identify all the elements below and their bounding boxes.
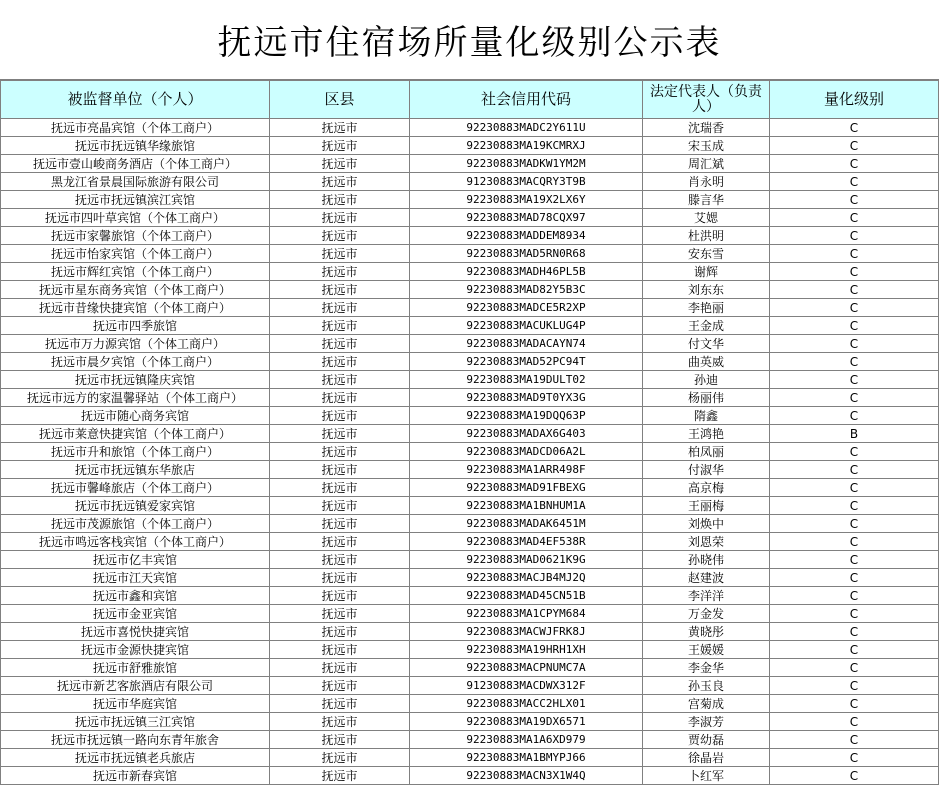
cell-credit-code[interactable]: 92230883MACC2HLX01 bbox=[410, 695, 643, 713]
cell-credit-code[interactable]: 92230883MAD4EF538R bbox=[410, 533, 643, 551]
cell-level[interactable]: C bbox=[770, 173, 939, 191]
cell-unit[interactable]: 抚远市鑫和宾馆 bbox=[1, 587, 270, 605]
cell-credit-code[interactable]: 92230883MADKW1YM2M bbox=[410, 155, 643, 173]
cell-district[interactable]: 抚远市 bbox=[270, 713, 410, 731]
cell-level[interactable]: C bbox=[770, 119, 939, 137]
table-row bbox=[1, 227, 939, 245]
cell-legal-representative[interactable]: 宫菊成 bbox=[643, 695, 770, 713]
cell-unit[interactable]: 抚远市亮晶宾馆（个体工商户） bbox=[1, 119, 270, 137]
cell-legal-representative[interactable]: 王金成 bbox=[643, 317, 770, 335]
cell-credit-code[interactable]: 92230883MACPNUMC7A bbox=[410, 659, 643, 677]
table-row bbox=[1, 713, 939, 731]
cell-district[interactable]: 抚远市 bbox=[270, 155, 410, 173]
table-row bbox=[1, 407, 939, 425]
cell-level[interactable]: C bbox=[770, 641, 939, 659]
cell-legal-representative[interactable]: 王媛媛 bbox=[643, 641, 770, 659]
cell-unit[interactable]: 抚远市金源快捷宾馆 bbox=[1, 641, 270, 659]
cell-unit[interactable]: 抚远市舒雅旅馆 bbox=[1, 659, 270, 677]
cell-credit-code[interactable]: 92230883MACWJFRK8J bbox=[410, 623, 643, 641]
table-row bbox=[1, 245, 939, 263]
cell-level[interactable]: C bbox=[770, 461, 939, 479]
cell-legal-representative[interactable]: 杨丽伟 bbox=[643, 389, 770, 407]
cell-unit[interactable]: 抚远市金亚宾馆 bbox=[1, 605, 270, 623]
cell-legal-representative[interactable]: 李洋洋 bbox=[643, 587, 770, 605]
table-row bbox=[1, 317, 939, 335]
cell-legal-representative[interactable]: 孙玉良 bbox=[643, 677, 770, 695]
cell-district[interactable]: 抚远市 bbox=[270, 119, 410, 137]
table-row bbox=[1, 425, 939, 443]
cell-credit-code[interactable]: 92230883MA19HRH1XH bbox=[410, 641, 643, 659]
cell-credit-code[interactable]: 92230883MAD82Y5B3C bbox=[410, 281, 643, 299]
cell-legal-representative[interactable]: 刘恩荣 bbox=[643, 533, 770, 551]
cell-level[interactable]: C bbox=[770, 623, 939, 641]
table-row bbox=[1, 281, 939, 299]
cell-legal-representative[interactable]: 柏凤丽 bbox=[643, 443, 770, 461]
cell-credit-code[interactable]: 92230883MADCD06A2L bbox=[410, 443, 643, 461]
table-row bbox=[1, 389, 939, 407]
cell-unit[interactable]: 抚远市馨峰旅店（个体工商户） bbox=[1, 479, 270, 497]
table-row bbox=[1, 209, 939, 227]
cell-unit[interactable]: 抚远市莱意快捷宾馆（个体工商户） bbox=[1, 425, 270, 443]
table-row bbox=[1, 515, 939, 533]
cell-district[interactable]: 抚远市 bbox=[270, 425, 410, 443]
cell-legal-representative[interactable]: 艾媤 bbox=[643, 209, 770, 227]
cell-district[interactable]: 抚远市 bbox=[270, 209, 410, 227]
cell-legal-representative[interactable]: 孙迪 bbox=[643, 371, 770, 389]
cell-level[interactable]: C bbox=[770, 587, 939, 605]
table-row bbox=[1, 569, 939, 587]
cell-district[interactable]: 抚远市 bbox=[270, 731, 410, 749]
table-row bbox=[1, 173, 939, 191]
cell-district[interactable]: 抚远市 bbox=[270, 767, 410, 785]
table-row bbox=[1, 623, 939, 641]
cell-unit[interactable]: 抚远市星东商务宾馆（个体工商户） bbox=[1, 281, 270, 299]
cell-level[interactable]: C bbox=[770, 263, 939, 281]
cell-district[interactable]: 抚远市 bbox=[270, 587, 410, 605]
cell-district[interactable]: 抚远市 bbox=[270, 659, 410, 677]
cell-legal-representative[interactable]: 滕言华 bbox=[643, 191, 770, 209]
table-row bbox=[1, 551, 939, 569]
cell-legal-representative[interactable]: 万金发 bbox=[643, 605, 770, 623]
cell-credit-code[interactable]: 92230883MACN3X1W4Q bbox=[410, 767, 643, 785]
cell-level[interactable]: C bbox=[770, 335, 939, 353]
cell-level[interactable]: B bbox=[770, 425, 939, 443]
table-row bbox=[1, 605, 939, 623]
header-credit-code[interactable]: 社会信用代码 bbox=[410, 81, 643, 119]
cell-legal-representative[interactable]: 李金华 bbox=[643, 659, 770, 677]
table-row bbox=[1, 371, 939, 389]
cell-level[interactable]: C bbox=[770, 677, 939, 695]
cell-credit-code[interactable]: 92230883MA19X2LX6Y bbox=[410, 191, 643, 209]
cell-credit-code[interactable]: 92230883MADH46PL5B bbox=[410, 263, 643, 281]
cell-level[interactable]: C bbox=[770, 695, 939, 713]
cell-level[interactable]: C bbox=[770, 731, 939, 749]
cell-credit-code[interactable]: 92230883MADAK6451M bbox=[410, 515, 643, 533]
cell-legal-representative[interactable]: 安东雪 bbox=[643, 245, 770, 263]
cell-district[interactable]: 抚远市 bbox=[270, 173, 410, 191]
cell-credit-code[interactable]: 92230883MA1ARR498F bbox=[410, 461, 643, 479]
cell-unit[interactable]: 抚远市新艺客旅酒店有限公司 bbox=[1, 677, 270, 695]
cell-district[interactable]: 抚远市 bbox=[270, 227, 410, 245]
cell-legal-representative[interactable]: 王鸿艳 bbox=[643, 425, 770, 443]
cell-legal-representative[interactable]: 周汇斌 bbox=[643, 155, 770, 173]
cell-level[interactable]: C bbox=[770, 299, 939, 317]
table-row bbox=[1, 335, 939, 353]
cell-level[interactable]: C bbox=[770, 155, 939, 173]
cell-level[interactable]: C bbox=[770, 389, 939, 407]
cell-unit[interactable]: 抚远市抚远镇老兵旅店 bbox=[1, 749, 270, 767]
cell-legal-representative[interactable]: 李艳丽 bbox=[643, 299, 770, 317]
header-district[interactable]: 区县 bbox=[270, 81, 410, 119]
cell-district[interactable]: 抚远市 bbox=[270, 191, 410, 209]
table-row bbox=[1, 677, 939, 695]
table-row bbox=[1, 497, 939, 515]
cell-unit[interactable]: 抚远市抚远镇华缘旅馆 bbox=[1, 137, 270, 155]
cell-level[interactable]: C bbox=[770, 353, 939, 371]
table-row bbox=[1, 263, 939, 281]
table-row bbox=[1, 659, 939, 677]
cell-district[interactable]: 抚远市 bbox=[270, 407, 410, 425]
cell-unit[interactable]: 抚远市四季旅馆 bbox=[1, 317, 270, 335]
cell-credit-code[interactable]: 92230883MA1BMYPJ66 bbox=[410, 749, 643, 767]
cell-level[interactable]: C bbox=[770, 191, 939, 209]
cell-legal-representative[interactable]: 高京梅 bbox=[643, 479, 770, 497]
cell-credit-code[interactable]: 92230883MADCE5R2XP bbox=[410, 299, 643, 317]
cell-district[interactable]: 抚远市 bbox=[270, 281, 410, 299]
header-level[interactable]: 量化级别 bbox=[770, 81, 939, 119]
cell-level[interactable]: C bbox=[770, 749, 939, 767]
cell-unit[interactable]: 抚远市抚远镇东华旅店 bbox=[1, 461, 270, 479]
cell-district[interactable]: 抚远市 bbox=[270, 137, 410, 155]
cell-district[interactable]: 抚远市 bbox=[270, 605, 410, 623]
cell-unit[interactable]: 抚远市抚远镇爱家宾馆 bbox=[1, 497, 270, 515]
cell-district[interactable]: 抚远市 bbox=[270, 353, 410, 371]
cell-legal-representative[interactable]: 赵建波 bbox=[643, 569, 770, 587]
cell-unit[interactable]: 抚远市四叶草宾馆（个体工商户） bbox=[1, 209, 270, 227]
table-row bbox=[1, 137, 939, 155]
cell-legal-representative[interactable]: 杜洪明 bbox=[643, 227, 770, 245]
cell-credit-code[interactable]: 91230883MACDWX312F bbox=[410, 677, 643, 695]
table-body bbox=[1, 119, 939, 785]
cell-unit[interactable]: 抚远市随心商务宾馆 bbox=[1, 407, 270, 425]
cell-district[interactable]: 抚远市 bbox=[270, 479, 410, 497]
cell-credit-code[interactable]: 92230883MAD45CN51B bbox=[410, 587, 643, 605]
cell-credit-code[interactable]: 92230883MA1BNHUM1A bbox=[410, 497, 643, 515]
cell-credit-code[interactable]: 92230883MADACAYN74 bbox=[410, 335, 643, 353]
cell-credit-code[interactable]: 92230883MAD0621K9G bbox=[410, 551, 643, 569]
cell-credit-code[interactable]: 92230883MA19DULT02 bbox=[410, 371, 643, 389]
cell-credit-code[interactable]: 91230883MACQRY3T9B bbox=[410, 173, 643, 191]
table-row bbox=[1, 533, 939, 551]
table-row bbox=[1, 731, 939, 749]
cell-legal-representative[interactable]: 付文华 bbox=[643, 335, 770, 353]
cell-legal-representative[interactable]: 贾幼磊 bbox=[643, 731, 770, 749]
cell-unit[interactable]: 抚远市壹山峻商务酒店（个体工商户） bbox=[1, 155, 270, 173]
page-title: 抚远市住宿场所量化级别公示表 bbox=[0, 0, 939, 80]
cell-legal-representative[interactable]: 宋玉成 bbox=[643, 137, 770, 155]
cell-district[interactable]: 抚远市 bbox=[270, 695, 410, 713]
cell-district[interactable]: 抚远市 bbox=[270, 389, 410, 407]
cell-unit[interactable]: 抚远市新春宾馆 bbox=[1, 767, 270, 785]
cell-legal-representative[interactable]: 谢辉 bbox=[643, 263, 770, 281]
cell-district[interactable]: 抚远市 bbox=[270, 299, 410, 317]
cell-legal-representative[interactable]: 刘东东 bbox=[643, 281, 770, 299]
cell-unit[interactable]: 抚远市喜悦快捷宾馆 bbox=[1, 623, 270, 641]
cell-district[interactable]: 抚远市 bbox=[270, 317, 410, 335]
cell-level[interactable]: C bbox=[770, 209, 939, 227]
cell-district[interactable]: 抚远市 bbox=[270, 749, 410, 767]
cell-district[interactable]: 抚远市 bbox=[270, 569, 410, 587]
cell-credit-code[interactable]: 92230883MAD5RN0R68 bbox=[410, 245, 643, 263]
cell-credit-code[interactable]: 92230883MAD9T0YX3G bbox=[410, 389, 643, 407]
cell-level[interactable]: C bbox=[770, 443, 939, 461]
cell-legal-representative[interactable]: 徐晶岩 bbox=[643, 749, 770, 767]
table-row bbox=[1, 767, 939, 785]
cell-legal-representative[interactable]: 曲英威 bbox=[643, 353, 770, 371]
cell-district[interactable]: 抚远市 bbox=[270, 551, 410, 569]
cell-level[interactable]: C bbox=[770, 569, 939, 587]
cell-unit[interactable]: 抚远市晨夕宾馆（个体工商户） bbox=[1, 353, 270, 371]
table-row bbox=[1, 119, 939, 137]
cell-unit[interactable]: 抚远市昔缘快捷宾馆（个体工商户） bbox=[1, 299, 270, 317]
cell-district[interactable]: 抚远市 bbox=[270, 245, 410, 263]
cell-district[interactable]: 抚远市 bbox=[270, 497, 410, 515]
cell-level[interactable]: C bbox=[770, 515, 939, 533]
cell-credit-code[interactable]: 92230883MACUKLUG4P bbox=[410, 317, 643, 335]
cell-level[interactable]: C bbox=[770, 281, 939, 299]
cell-district[interactable]: 抚远市 bbox=[270, 623, 410, 641]
table-row bbox=[1, 587, 939, 605]
cell-unit[interactable]: 抚远市华庭宾馆 bbox=[1, 695, 270, 713]
cell-legal-representative[interactable]: 隋鑫 bbox=[643, 407, 770, 425]
cell-unit[interactable]: 抚远市升和旅馆（个体工商户） bbox=[1, 443, 270, 461]
cell-legal-representative[interactable]: 肖永明 bbox=[643, 173, 770, 191]
header-unit[interactable]: 被监督单位（个人） bbox=[1, 81, 270, 119]
data-table bbox=[0, 80, 939, 785]
cell-credit-code[interactable]: 92230883MADDEM8934 bbox=[410, 227, 643, 245]
cell-district[interactable]: 抚远市 bbox=[270, 461, 410, 479]
cell-unit[interactable]: 抚远市家馨旅馆（个体工商户） bbox=[1, 227, 270, 245]
cell-district[interactable]: 抚远市 bbox=[270, 677, 410, 695]
cell-credit-code[interactable]: 92230883MAD52PC94T bbox=[410, 353, 643, 371]
cell-district[interactable]: 抚远市 bbox=[270, 335, 410, 353]
cell-level[interactable]: C bbox=[770, 551, 939, 569]
cell-credit-code[interactable]: 92230883MADC2Y611U bbox=[410, 119, 643, 137]
cell-unit[interactable]: 抚远市亿丰宾馆 bbox=[1, 551, 270, 569]
cell-level[interactable]: C bbox=[770, 245, 939, 263]
cell-credit-code[interactable]: 92230883MA19DQQ63P bbox=[410, 407, 643, 425]
cell-legal-representative[interactable]: 孙晓伟 bbox=[643, 551, 770, 569]
table-row bbox=[1, 191, 939, 209]
cell-unit[interactable]: 抚远市抚远镇三江宾馆 bbox=[1, 713, 270, 731]
table-row bbox=[1, 461, 939, 479]
cell-unit[interactable]: 抚远市鸣远客栈宾馆（个体工商户） bbox=[1, 533, 270, 551]
cell-unit[interactable]: 抚远市江天宾馆 bbox=[1, 569, 270, 587]
cell-legal-representative[interactable]: 李淑芳 bbox=[643, 713, 770, 731]
cell-level[interactable]: C bbox=[770, 407, 939, 425]
cell-level[interactable]: C bbox=[770, 479, 939, 497]
cell-district[interactable]: 抚远市 bbox=[270, 263, 410, 281]
cell-unit[interactable]: 抚远市抚远镇隆庆宾馆 bbox=[1, 371, 270, 389]
table-row bbox=[1, 299, 939, 317]
cell-unit[interactable]: 抚远市茂源旅馆（个体工商户） bbox=[1, 515, 270, 533]
cell-unit[interactable]: 抚远市万力源宾馆（个体工商户） bbox=[1, 335, 270, 353]
cell-credit-code[interactable]: 92230883MAD91FBEXG bbox=[410, 479, 643, 497]
cell-district[interactable]: 抚远市 bbox=[270, 443, 410, 461]
table-row bbox=[1, 641, 939, 659]
header-legal-representative[interactable]: 法定代表人（负责人） bbox=[643, 81, 770, 119]
cell-level[interactable]: C bbox=[770, 371, 939, 389]
header-row bbox=[1, 81, 939, 119]
cell-level[interactable]: C bbox=[770, 317, 939, 335]
cell-credit-code[interactable]: 92230883MACJB4MJ2Q bbox=[410, 569, 643, 587]
cell-credit-code[interactable]: 92230883MA1A6XD979 bbox=[410, 731, 643, 749]
table-row bbox=[1, 443, 939, 461]
cell-legal-representative[interactable]: 王丽梅 bbox=[643, 497, 770, 515]
cell-level[interactable]: C bbox=[770, 497, 939, 515]
cell-credit-code[interactable]: 92230883MAD78CQX97 bbox=[410, 209, 643, 227]
cell-level[interactable]: C bbox=[770, 533, 939, 551]
cell-district[interactable]: 抚远市 bbox=[270, 515, 410, 533]
cell-legal-representative[interactable]: 沈瑞香 bbox=[643, 119, 770, 137]
cell-legal-representative[interactable]: 刘焕中 bbox=[643, 515, 770, 533]
cell-legal-representative[interactable]: 黄晓彤 bbox=[643, 623, 770, 641]
cell-credit-code[interactable]: 92230883MA19KCMRXJ bbox=[410, 137, 643, 155]
cell-legal-representative[interactable]: 卜红军 bbox=[643, 767, 770, 785]
cell-level[interactable]: C bbox=[770, 767, 939, 785]
cell-district[interactable]: 抚远市 bbox=[270, 371, 410, 389]
cell-level[interactable]: C bbox=[770, 137, 939, 155]
cell-legal-representative[interactable]: 付淑华 bbox=[643, 461, 770, 479]
cell-unit[interactable]: 抚远市辉红宾馆（个体工商户） bbox=[1, 263, 270, 281]
table-row bbox=[1, 353, 939, 371]
table-row bbox=[1, 749, 939, 767]
table-row bbox=[1, 695, 939, 713]
cell-unit[interactable]: 抚远市抚远镇一路向东青年旅舍 bbox=[1, 731, 270, 749]
table-row bbox=[1, 479, 939, 497]
cell-credit-code[interactable]: 92230883MA19DX6571 bbox=[410, 713, 643, 731]
cell-credit-code[interactable]: 92230883MA1CPYM684 bbox=[410, 605, 643, 623]
cell-level[interactable]: C bbox=[770, 713, 939, 731]
cell-level[interactable]: C bbox=[770, 227, 939, 245]
cell-unit[interactable]: 抚远市怡家宾馆（个体工商户） bbox=[1, 245, 270, 263]
cell-district[interactable]: 抚远市 bbox=[270, 641, 410, 659]
cell-credit-code[interactable]: 92230883MADAX6G403 bbox=[410, 425, 643, 443]
cell-level[interactable]: C bbox=[770, 659, 939, 677]
cell-level[interactable]: C bbox=[770, 605, 939, 623]
cell-unit[interactable]: 黑龙江省景晨国际旅游有限公司 bbox=[1, 173, 270, 191]
table-row bbox=[1, 155, 939, 173]
cell-district[interactable]: 抚远市 bbox=[270, 533, 410, 551]
cell-unit[interactable]: 抚远市抚远镇滨江宾馆 bbox=[1, 191, 270, 209]
cell-unit[interactable]: 抚远市远方的家温馨驿站（个体工商户） bbox=[1, 389, 270, 407]
